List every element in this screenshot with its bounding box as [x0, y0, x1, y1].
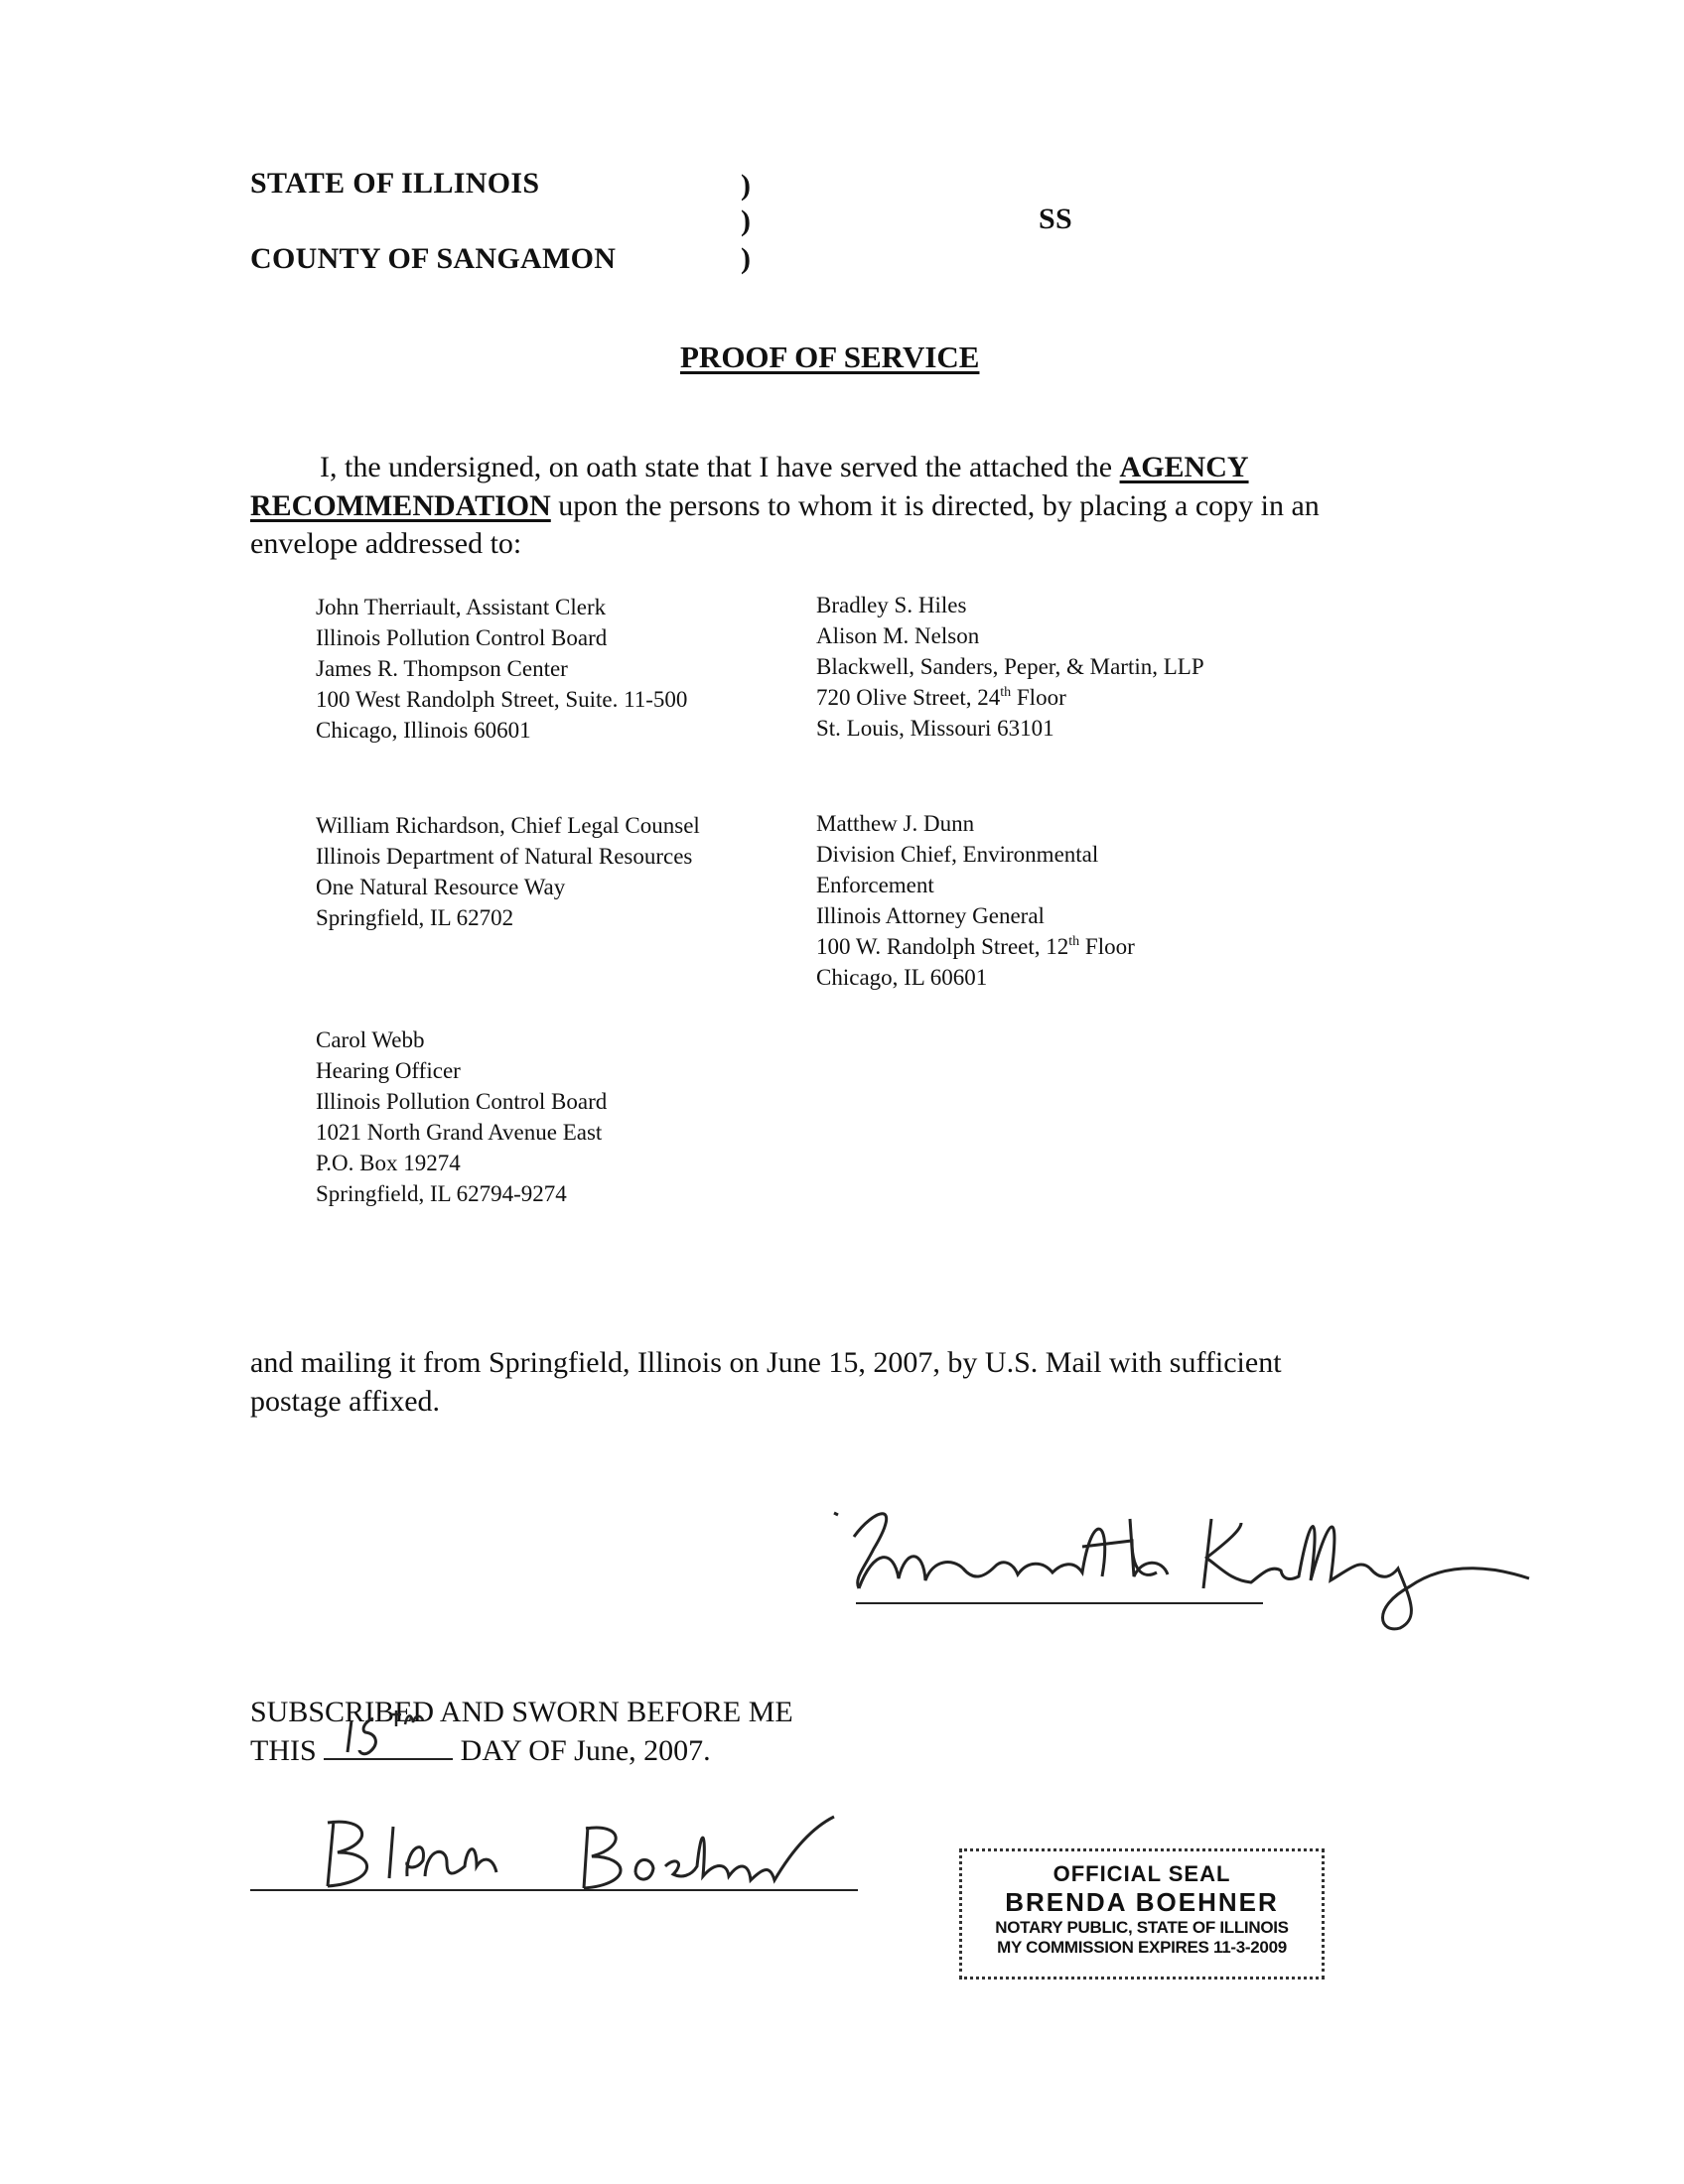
recipient-name: William Richardson, Chief Legal Counsel: [316, 813, 700, 838]
document-name: AGENCY: [1119, 451, 1249, 483]
recipient-org: Blackwell, Sanders, Peper, & Martin, LLP: [816, 654, 1204, 679]
day-blank: [324, 1734, 453, 1760]
caption-ss: SS: [1039, 203, 1072, 235]
signature-line: [856, 1602, 1263, 1604]
recipient-richardson: [316, 810, 700, 933]
notary-signature-line: [250, 1889, 858, 1891]
recipient-name: Carol Webb: [316, 1027, 425, 1052]
intro-text: upon the persons to whom it is directed, by placing a copy in an: [550, 489, 1320, 522]
recipient-org: Illinois Pollution Control Board: [316, 625, 608, 650]
recipient-name: Bradley S. Hiles: [816, 593, 967, 617]
recipient-city: Chicago, IL 60601: [816, 965, 988, 990]
jurat-this: THIS: [250, 1734, 317, 1767]
recipient-title: Division Chief, Environmental: [816, 842, 1099, 867]
recipient-therriault: [316, 592, 687, 746]
caption-paren: ): [741, 242, 751, 275]
seal-expiration: MY COMMISSION EXPIRES 11-3-2009: [997, 1938, 1287, 1957]
recipient-org: Illinois Department of Natural Resources: [316, 844, 693, 869]
recipient-city: St. Louis, Missouri 63101: [816, 716, 1054, 741]
recipient-webb: [316, 1024, 607, 1209]
jurat-date: DAY OF June, 2007.: [460, 1734, 711, 1767]
jurat-line-1: SUBSCRIBED AND SWORN BEFORE ME: [250, 1696, 793, 1728]
caption-paren: ): [741, 205, 751, 237]
document-title: PROOF OF SERVICE: [680, 340, 980, 374]
intro-text: I, the undersigned, on oath state that I have served the attached the: [320, 451, 1120, 483]
seal-notary-name: BRENDA BOEHNER: [1005, 1887, 1279, 1917]
recipient-address: 100 W. Randolph Street, 12th Floor: [816, 934, 1135, 959]
recipient-hiles: [816, 590, 1204, 744]
caption-county: COUNTY OF SANGAMON: [250, 242, 617, 275]
recipient-address: 1021 North Grand Avenue East: [316, 1120, 603, 1145]
recipient-address: James R. Thompson Center: [316, 656, 568, 681]
recipient-city: Springfield, IL 62794-9274: [316, 1181, 567, 1206]
seal-title: OFFICIAL SEAL: [1052, 1861, 1231, 1886]
intro-line-1: [320, 447, 1249, 488]
mailing-line-2: postage affixed.: [250, 1385, 441, 1418]
recipient-name: Alison M. Nelson: [816, 623, 980, 648]
recipient-org: Illinois Attorney General: [816, 903, 1045, 928]
recipient-dunn: [816, 808, 1135, 993]
signature-boehner: [298, 1807, 894, 1906]
recipient-org: Illinois Pollution Control Board: [316, 1089, 608, 1114]
recipient-name: John Therriault, Assistant Clerk: [316, 595, 607, 619]
intro-line-3: envelope addressed to:: [250, 527, 522, 560]
recipient-title: Hearing Officer: [316, 1058, 461, 1083]
recipient-address: 720 Olive Street, 24th Floor: [816, 685, 1066, 710]
handwritten-day: [344, 1712, 433, 1758]
intro-line-2: [250, 485, 1320, 527]
recipient-city: Chicago, Illinois 60601: [316, 718, 531, 743]
recipient-title: Enforcement: [816, 873, 934, 897]
recipient-name: Matthew J. Dunn: [816, 811, 975, 836]
recipient-po-box: P.O. Box 19274: [316, 1151, 461, 1175]
seal-jurisdiction: NOTARY PUBLIC, STATE OF ILLINOIS: [995, 1918, 1289, 1937]
caption-state: STATE OF ILLINOIS: [250, 167, 540, 200]
signature-kelley: [814, 1489, 1549, 1618]
recipient-address: One Natural Resource Way: [316, 875, 566, 899]
caption-paren: ): [741, 169, 751, 202]
jurat-line-2: [250, 1730, 711, 1772]
document-name: RECOMMENDATION: [250, 489, 551, 522]
recipient-address: 100 West Randolph Street, Suite. 11-500: [316, 687, 688, 712]
mailing-line-1: and mailing it from Springfield, Illinois on June 15, 2007, by U.S. Mail with sufficient: [250, 1346, 1282, 1379]
recipient-city: Springfield, IL 62702: [316, 905, 514, 930]
notary-seal: [959, 1848, 1325, 1979]
